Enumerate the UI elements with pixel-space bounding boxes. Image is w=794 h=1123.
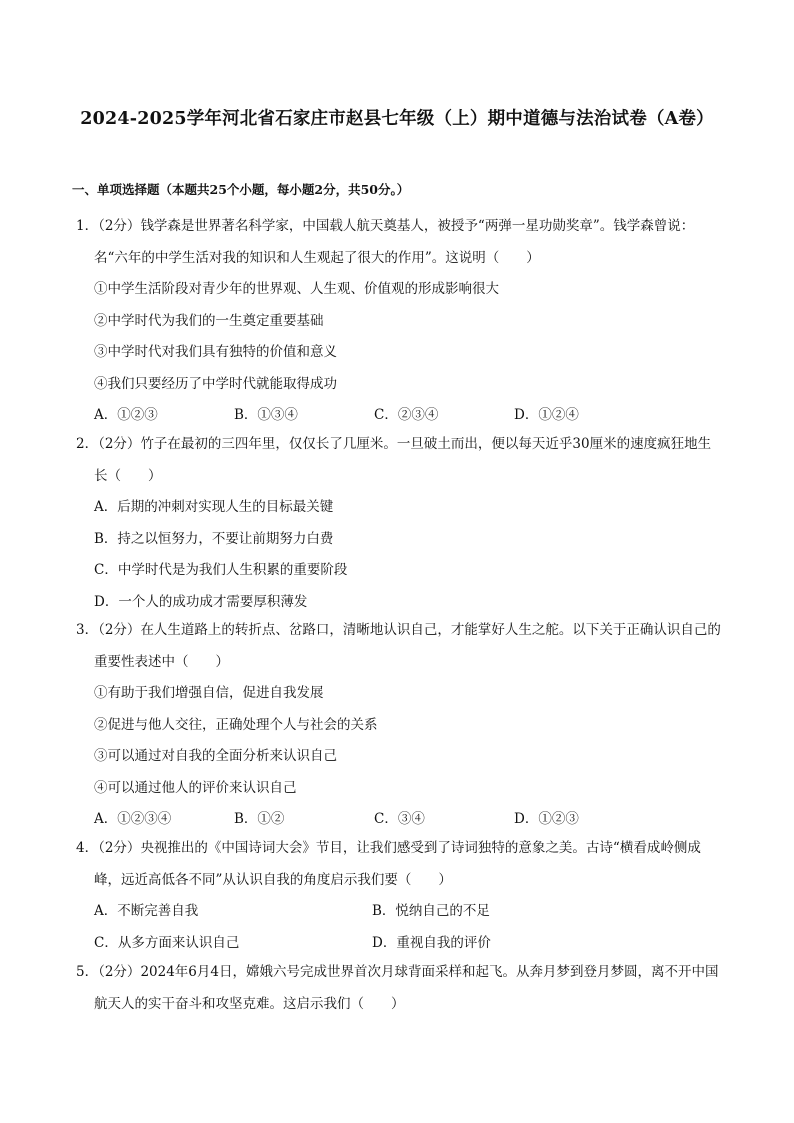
statement: ③可以通过对自我的全面分析来认识自己 <box>94 748 337 764</box>
question-number: 1． <box>76 218 99 234</box>
question-text: 竹子在最初的三四年里，仅仅长了几厘米。一旦破土而出，便以每天近乎30厘米的速度疯狂地生长（ ） <box>94 436 712 484</box>
option-a[interactable]: A．后期的冲刺对实现人生的目标最关键 <box>94 499 334 515</box>
options-row <box>76 804 724 836</box>
option-c[interactable]: C．②③④ <box>374 407 439 423</box>
option-b[interactable]: B．①② <box>234 811 285 827</box>
statement: ②中学时代为我们的一生奠定重要基础 <box>94 312 324 329</box>
option-a[interactable]: A．①②③④ <box>94 811 172 827</box>
statement: ①中学生活阶段对青少年的世界观、人生观、价值观的形成影响很大 <box>94 281 499 297</box>
question-points: （2分） <box>98 436 141 452</box>
question-stem <box>76 957 724 1020</box>
options-row <box>76 400 724 432</box>
question-stem <box>76 429 724 492</box>
option-a[interactable]: A．①②③ <box>94 407 158 423</box>
option-c[interactable]: C．中学时代是为我们人生积累的重要阶段 <box>94 562 348 578</box>
statement: ④我们只要经历了中学时代就能取得成功 <box>94 375 337 392</box>
section-heading: 一、单项选择题（本题共25个小题，每小题2分，共50分。） <box>72 182 410 197</box>
question-points: （2分） <box>98 964 141 980</box>
statement: ②促进与他人交往，正确处理个人与社会的关系 <box>94 716 378 733</box>
option-b[interactable]: B．悦纳自己的不足 <box>372 903 490 919</box>
question-points: （2分） <box>98 218 141 234</box>
option-b[interactable]: B．①③④ <box>234 407 298 423</box>
question-1 <box>76 211 724 432</box>
question-number: 3． <box>76 622 99 638</box>
option-c[interactable]: C．③④ <box>374 811 425 827</box>
question-points: （2分） <box>98 840 141 856</box>
option-d[interactable]: D．①②④ <box>514 407 579 423</box>
question-number: 4． <box>76 840 99 856</box>
options-row <box>76 928 724 960</box>
statement: ③中学时代对我们具有独特的价值和意义 <box>94 344 337 360</box>
question-text: 在人生道路上的转折点、岔路口，清晰地认识自己，才能掌好人生之舵。以下关于正确认识自己的重要性表述中（ ） <box>94 622 721 670</box>
option-b[interactable]: B．持之以恒努力，不要让前期努力白费 <box>94 530 334 547</box>
statement: ①有助于我们增强自信，促进自我发展 <box>94 685 324 701</box>
question-points: （2分） <box>98 622 141 638</box>
option-a[interactable]: A．不断完善自我 <box>94 903 199 919</box>
question-stem <box>76 615 724 678</box>
question-3 <box>76 615 724 836</box>
option-d[interactable]: D．重视自我的评价 <box>372 934 491 951</box>
question-stem <box>76 833 724 896</box>
question-text: 央视推出的《中国诗词大会》节目，让我们感受到了诗词独特的意象之美。古诗“横看成岭侧成峰，远近高低各不同”从认识自我的角度启示我们要（ ） <box>94 840 701 888</box>
statement: ④可以通过他人的评价来认识自己 <box>94 779 297 796</box>
option-d[interactable]: D．①②③ <box>514 811 579 827</box>
question-4 <box>76 833 724 959</box>
question-number: 5． <box>76 964 99 980</box>
question-text: 2024年6月4日，嫦娥六号完成世界首次月球背面采样和起飞。从奔月梦到登月梦圆，离不开中国航天人的实干奋斗和攻坚克难。这启示我们（ ） <box>94 964 719 1012</box>
question-number: 2． <box>76 436 99 452</box>
option-c[interactable]: C．从多方面来认识自己 <box>94 934 240 951</box>
option-d[interactable]: D．一个人的成功成才需要厚积薄发 <box>94 593 308 610</box>
question-5 <box>76 957 724 1020</box>
question-stem <box>76 211 724 274</box>
question-text: 钱学森是世界著名科学家，中国载人航天奠基人，被授予“两弹一星功勋奖章”。钱学森曾说：名“六年的中学生活对我的知识和人生观起了很大的作用”。这说明（ ） <box>94 218 695 266</box>
exam-title: 2024-2025学年河北省石家庄市赵县七年级（上）期中道德与法治试卷（A卷） <box>80 109 714 129</box>
options-row <box>76 896 724 928</box>
question-2 <box>76 429 724 618</box>
